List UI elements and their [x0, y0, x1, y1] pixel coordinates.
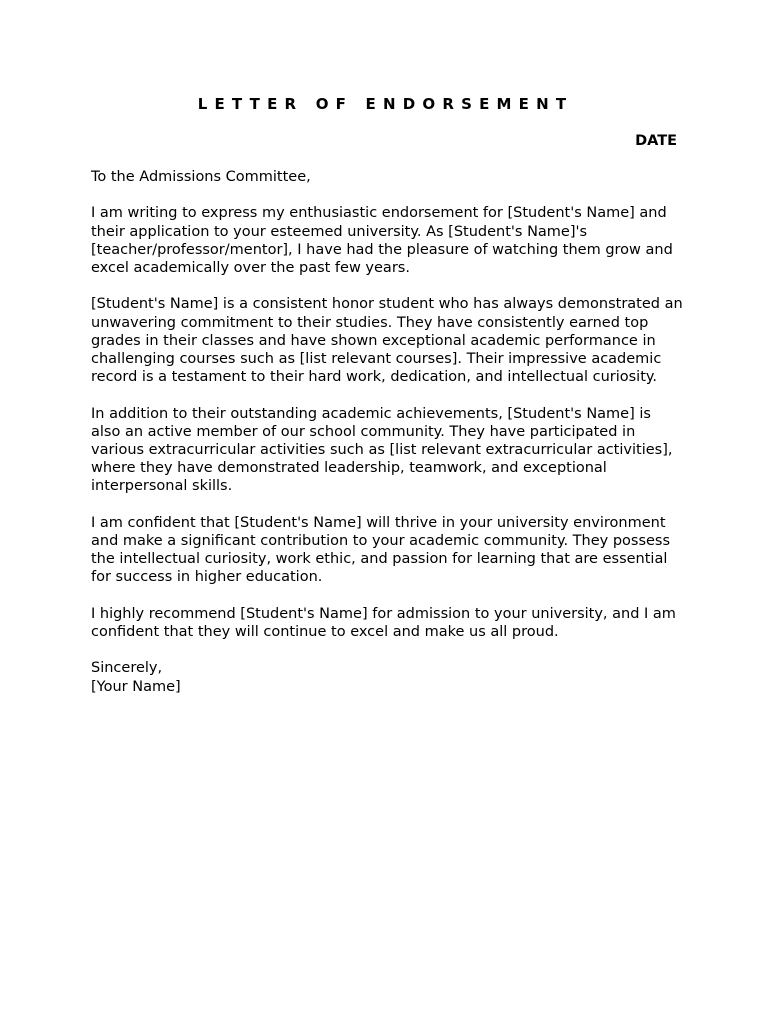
letter-title: LETTER OF ENDORSEMENT [197, 95, 574, 113]
date-label: DATE [635, 133, 677, 149]
signature: [Your Name] [91, 678, 181, 695]
salutation: To the Admissions Committee, [91, 169, 311, 185]
paragraph-recommendation: I highly recommend [Student's Name] for admission to your university, and I am confident that they will continue to excel and make us all proud. [91, 605, 676, 640]
paragraph-intro: I am writing to express my enthusiastic endorsement for [Student's Name] and their application to your esteemed university. As [Student's Name]'s [teacher/professor/mentor], I have had the pleasure of watching them grow and excel academically over the past few years. [91, 205, 673, 276]
paragraph-confidence: I am confident that [Student's Name] will thrive in your university environment and make a significant contribution to your academic community. They possess the intellectual curiosity, work ethic, and passion for learning that are essential for success in higher education. [91, 514, 671, 586]
paragraph-extracurricular: In addition to their outstanding academic achievements, [Student's Name] is also an active member of our school community. They have participated in various extracurricular activities such as [list relevant extracurricular activities], where they have demonstrated leadership, teamwork, and exceptional interpersonal skills. [91, 405, 673, 495]
letter-body [91, 168, 683, 696]
paragraph-academics: [Student's Name] is a consistent honor student who has always demonstrated an unwavering commitment to their studies. They have consistently earned top grades in their classes and have shown exceptional academic performance in challenging courses such as [list relevant courses]. Their impressive academic record is a testament to their hard work, dedication, and intellectual curiosity. [91, 296, 683, 386]
closing: Sincerely, [91, 660, 163, 677]
